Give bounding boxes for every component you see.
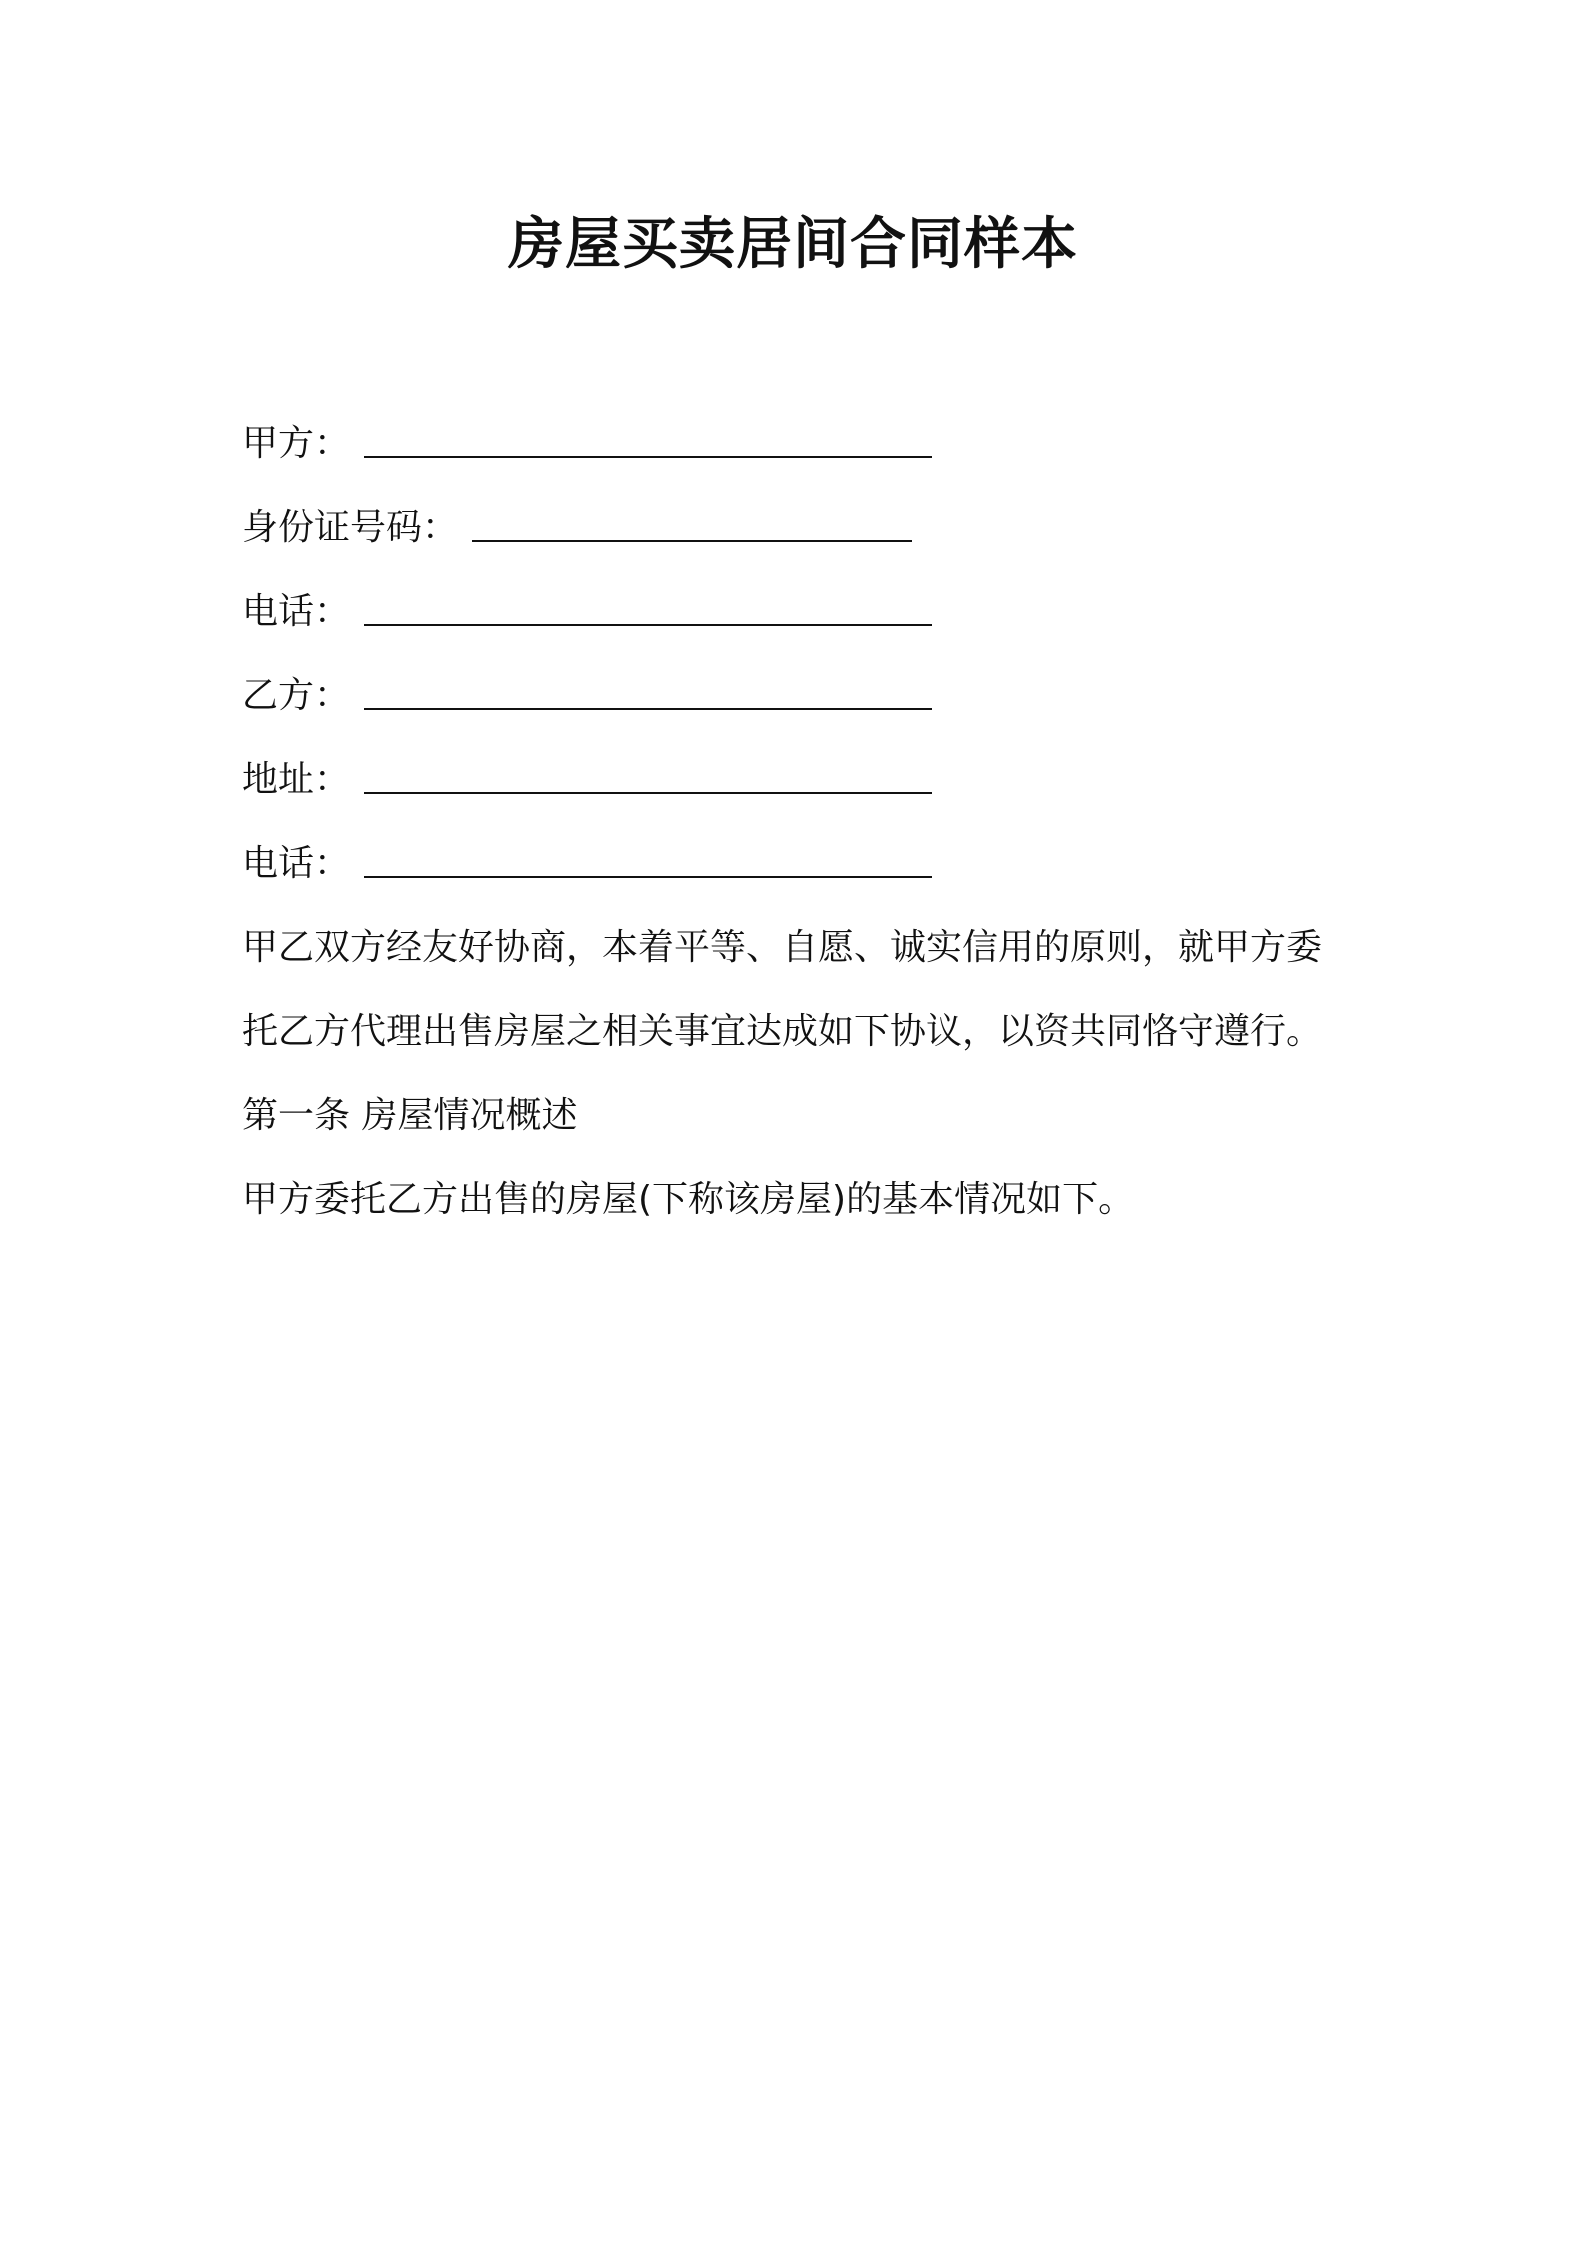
field-phone-b bbox=[242, 822, 1372, 906]
fill-in-blank[interactable] bbox=[472, 500, 912, 542]
section-heading: 第一条 房屋情况概述 bbox=[242, 1095, 578, 1136]
field-address bbox=[242, 738, 1372, 822]
field-label: 身份证号码： bbox=[242, 507, 459, 548]
field-party-b bbox=[242, 654, 1372, 738]
document-title: 房屋买卖居间合同样本 bbox=[508, 212, 1078, 277]
field-label: 乙方： bbox=[242, 675, 351, 716]
field-party-a bbox=[242, 402, 1372, 486]
document-body bbox=[242, 402, 1372, 1242]
fill-in-blank[interactable] bbox=[364, 836, 932, 878]
field-phone-a bbox=[242, 570, 1372, 654]
fill-in-blank[interactable] bbox=[364, 584, 932, 626]
paragraph-line: 甲乙双方经友好协商，本着平等、自愿、诚实信用的原则，就甲方委 bbox=[242, 927, 1323, 968]
paragraph-line: 托乙方代理出售房屋之相关事宜达成如下协议，以资共同恪守遵行。 bbox=[242, 1011, 1323, 1052]
paragraph-line: 甲方委托乙方出售的房屋(下称该房屋)的基本情况如下。 bbox=[242, 1179, 1135, 1220]
field-label: 甲方： bbox=[242, 423, 351, 464]
field-id-number bbox=[242, 486, 1372, 570]
field-label: 电话： bbox=[242, 843, 351, 884]
fill-in-blank[interactable] bbox=[364, 668, 932, 710]
field-label: 电话： bbox=[242, 591, 351, 632]
field-label: 地址： bbox=[242, 759, 351, 800]
fill-in-blank[interactable] bbox=[364, 416, 932, 458]
fill-in-blank[interactable] bbox=[364, 752, 932, 794]
